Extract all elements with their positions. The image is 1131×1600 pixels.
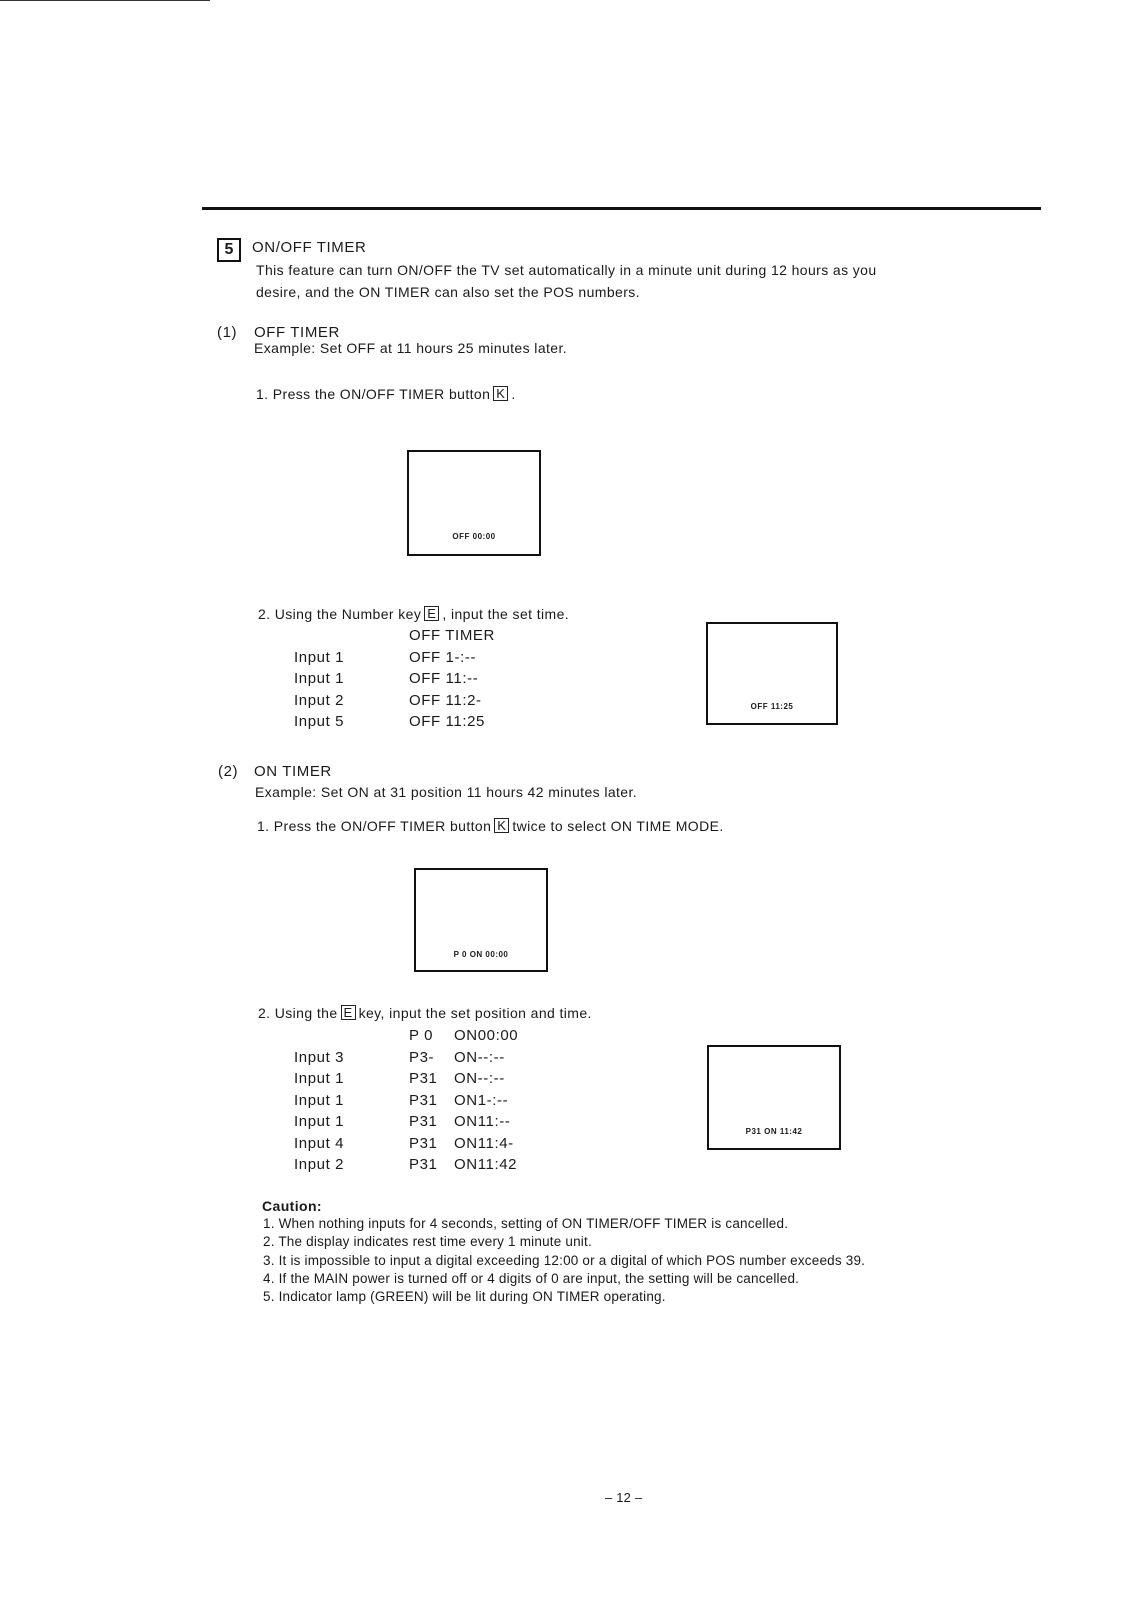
caution-item: 4. If the MAIN power is turned off or 4 digits of 0 are input, the setting will be cancelled. — [263, 1270, 800, 1286]
off-timer-title: OFF TIMER — [254, 324, 340, 341]
caution-list — [263, 1216, 865, 1307]
on-timer-example: Example: Set ON at 31 position 11 hours 42 minutes later. — [255, 784, 638, 800]
on-timer-label: (2) — [218, 763, 239, 780]
table-row: Input 2 P31 ON11:42 — [294, 1156, 518, 1173]
off-timer-table — [294, 627, 495, 735]
step-text: 1. Press the ON/OFF TIMER button — [256, 386, 491, 402]
table-row: Input 1 OFF 11:-- — [294, 670, 479, 687]
intro-line-1: This feature can turn ON/OFF the TV set automatically in a minute unit during 12 hours as you — [256, 262, 877, 278]
step-text: 2. Using the Number key — [258, 606, 422, 622]
on-timer-title: ON TIMER — [254, 763, 332, 780]
table-row: Input 1 P31 ON--:-- — [294, 1070, 505, 1087]
table-header-value: ON00:00 — [454, 1027, 519, 1044]
on-timer-step-2 — [258, 1005, 592, 1021]
caution-title: Caution: — [262, 1198, 322, 1214]
intro-line-2: desire, and the ON TIMER can also set the POS numbers. — [256, 284, 640, 300]
off-timer-label: (1) — [217, 324, 238, 341]
on-timer-step-1 — [257, 818, 724, 834]
k-key-icon: K — [494, 818, 509, 833]
k-key-icon: K — [493, 386, 508, 401]
step-text-end: twice to select ON TIME MODE. — [512, 818, 724, 834]
section-number-box: 5 — [217, 238, 241, 262]
caution-item: 2. The display indicates rest time every 1 minute unit. — [263, 1234, 592, 1250]
section-divider — [202, 207, 1041, 210]
tv-screen-off-set — [706, 622, 838, 725]
table-row: Input 1 P31 ON1-:-- — [294, 1091, 509, 1109]
table-row: Input 4 P31 ON11:4- — [294, 1134, 514, 1152]
table-row: Input 5 OFF 11:25 — [294, 713, 485, 730]
e-key-icon: E — [424, 606, 439, 621]
screen-readout: P 0 ON 00:00 — [453, 950, 509, 959]
tv-screen-on-set — [707, 1045, 841, 1150]
caution-item: 5. Indicator lamp (GREEN) will be lit during ON TIMER operating. — [263, 1289, 666, 1305]
off-timer-example: Example: Set OFF at 11 hours 25 minutes later. — [254, 340, 568, 356]
screen-readout: P31 ON 11:42 — [745, 1127, 803, 1136]
screen-readout: OFF 11:25 — [750, 702, 794, 711]
top-edge-rule — [0, 0, 210, 1]
off-timer-step-2 — [258, 606, 569, 622]
caution-item: 3. It is impossible to input a digital exceeding 12:00 or a digital of which POS number exceeds 39. — [263, 1252, 866, 1268]
tv-screen-off-initial — [407, 450, 541, 556]
step-text-end: key, input the set position and time. — [358, 1005, 592, 1021]
table-row: Input 1 OFF 1-:-- — [294, 648, 477, 666]
caution-item: 1. When nothing inputs for 4 seconds, setting of ON TIMER/OFF TIMER is cancelled. — [263, 1216, 789, 1231]
tv-screen-on-initial — [414, 868, 548, 972]
section-title: ON/OFF TIMER — [252, 239, 367, 256]
on-timer-table — [294, 1027, 518, 1178]
table-row: Input 2 OFF 11:2- — [294, 691, 482, 709]
page-number: – 12 – — [605, 1490, 643, 1505]
step-text-end: , input the set time. — [442, 606, 570, 622]
step-text: 1. Press the ON/OFF TIMER button — [257, 818, 492, 834]
table-header-pos: P 0 — [409, 1027, 434, 1044]
step-text: 2. Using the — [258, 1005, 338, 1021]
table-row: Input 3 P3- ON--:-- — [294, 1048, 505, 1066]
step-text-end: . — [511, 386, 516, 402]
screen-readout: OFF 00:00 — [452, 532, 496, 541]
table-header: OFF TIMER — [409, 627, 495, 644]
table-row: Input 1 P31 ON11:-- — [294, 1113, 511, 1130]
e-key-icon: E — [341, 1005, 356, 1020]
off-timer-step-1 — [256, 386, 516, 402]
